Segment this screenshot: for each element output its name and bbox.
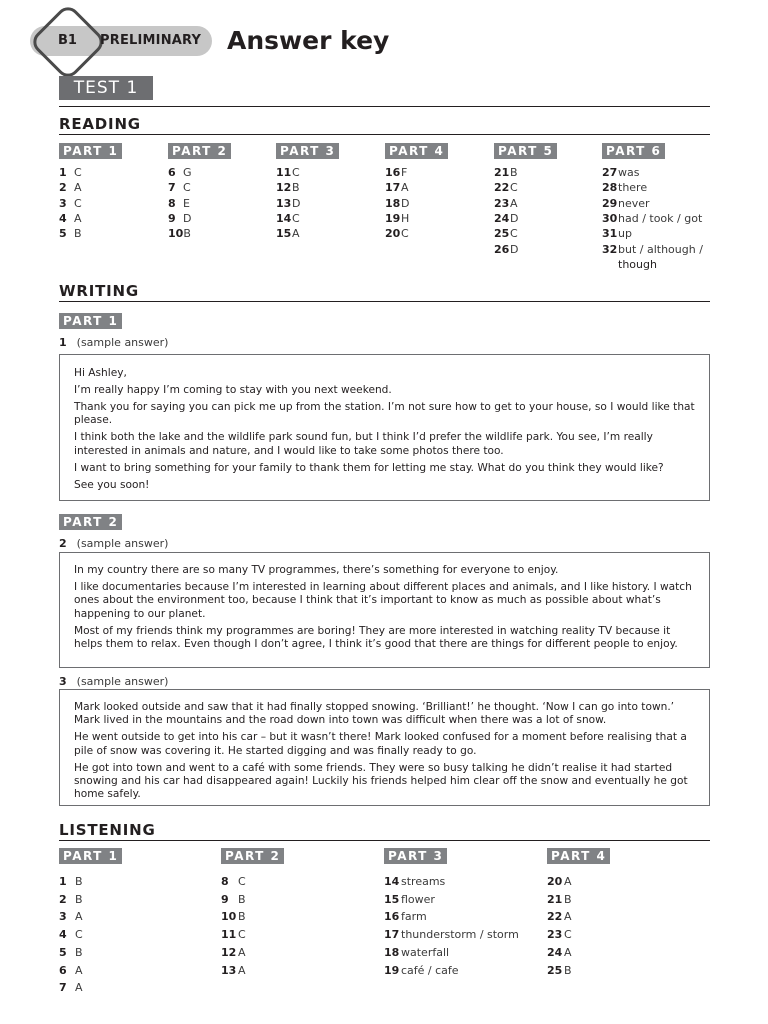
answer-value: C bbox=[238, 875, 246, 888]
answer-value: G bbox=[183, 166, 192, 179]
answer-number: 21 bbox=[494, 166, 510, 179]
reading-part-label: PART 5 bbox=[494, 143, 557, 159]
answer-number: 7 bbox=[59, 981, 67, 995]
answer-paragraph: Mark looked outside and saw that it had finally stopped snowing. ‘Brilliant!’ he thought. ‘Now I can go into town.’ Mark lived in the mountains and the road down into town was difficult when there was a lot of snow. bbox=[74, 701, 675, 727]
answer-paragraph: Most of my friends think my programmes are boring! They are more interested in watching reality TV because it helps them to relax. Even though I don’t agree, I think it’s good that there are things for different people to enjoy. bbox=[74, 624, 678, 650]
answer-number: 4 bbox=[59, 928, 67, 942]
answer-value: B bbox=[564, 963, 572, 977]
answer-number: 9 bbox=[168, 211, 176, 225]
answer-row bbox=[276, 211, 300, 226]
answer-row bbox=[494, 196, 518, 211]
answer-number: 18 bbox=[385, 196, 401, 210]
answer-row bbox=[547, 892, 572, 907]
answer-row bbox=[59, 963, 83, 978]
answer-value: A bbox=[564, 945, 572, 959]
question-number: 2 bbox=[59, 537, 67, 550]
answer-value: D bbox=[183, 211, 192, 225]
answer-number: 25 bbox=[494, 227, 510, 241]
answer-value: C bbox=[75, 928, 83, 942]
writing-q1-answer-box bbox=[59, 354, 710, 501]
listening-part-label: PART 2 bbox=[221, 848, 284, 864]
answer-number: 13 bbox=[276, 196, 292, 210]
sample-label: (sample answer) bbox=[76, 336, 169, 349]
sample-label: (sample answer) bbox=[76, 537, 169, 550]
page-title: Answer key bbox=[227, 26, 390, 55]
answer-value: up bbox=[618, 227, 632, 241]
answer-number: 2 bbox=[59, 181, 67, 195]
answer-value: never bbox=[618, 196, 650, 210]
answer-value: A bbox=[292, 227, 300, 241]
answer-row bbox=[59, 980, 83, 995]
reading-part-label: PART 2 bbox=[168, 143, 231, 159]
writing-q1-heading bbox=[59, 336, 168, 349]
divider bbox=[59, 301, 710, 302]
answer-row bbox=[59, 927, 83, 942]
writing-heading: WRITING bbox=[59, 282, 139, 300]
answer-number: 15 bbox=[384, 892, 400, 906]
reading-heading: READING bbox=[59, 115, 141, 133]
answer-value: C bbox=[74, 166, 82, 179]
answer-number: 10 bbox=[168, 227, 184, 241]
answer-value: C bbox=[510, 227, 518, 241]
answer-paragraph: Hi Ashley, bbox=[74, 367, 127, 379]
answer-row bbox=[547, 945, 572, 960]
answer-value: but / although / bbox=[618, 242, 703, 256]
answer-value: was bbox=[618, 166, 640, 179]
reading-part-label: PART 3 bbox=[276, 143, 339, 159]
reading-part-label: PART 6 bbox=[602, 143, 665, 159]
answer-value: C bbox=[292, 166, 300, 179]
answer-value: had / took / got bbox=[618, 211, 703, 225]
answer-number: 23 bbox=[547, 928, 563, 942]
answer-value: A bbox=[75, 963, 83, 977]
answer-value: C bbox=[564, 928, 572, 942]
answer-value: A bbox=[75, 910, 83, 924]
answer-number: 3 bbox=[59, 910, 67, 924]
answer-value: B bbox=[75, 892, 83, 906]
answer-number: 5 bbox=[59, 227, 67, 241]
answer-row bbox=[547, 874, 572, 889]
answer-number: 11 bbox=[276, 166, 292, 179]
answer-row bbox=[59, 165, 82, 180]
answer-number: 1 bbox=[59, 875, 67, 888]
answer-value: thunderstorm / storm bbox=[401, 928, 519, 942]
answer-value: F bbox=[401, 166, 408, 179]
answer-paragraph: He got into town and went to a café with some friends. They were so busy talking he didn’t realise it had started snowing and his car had disappeared again! Luckily his friends helped him clear off the snow and eventually he got home safely. bbox=[74, 761, 688, 801]
answer-value: B bbox=[292, 181, 300, 195]
answer-paragraph: I think both the lake and the wildlife park sound fun, but I think I’d prefer the wildlife park. You see, I’m really interested in animals and nature, and I would like to take some photos there too. bbox=[74, 431, 653, 457]
answer-row bbox=[384, 945, 449, 960]
answer-value: farm bbox=[401, 910, 427, 924]
answer-value: B bbox=[183, 227, 191, 241]
answer-number: 17 bbox=[385, 181, 401, 195]
writing-part2-label: PART 2 bbox=[59, 514, 122, 530]
answer-row bbox=[602, 226, 632, 241]
answer-number: 31 bbox=[602, 227, 618, 241]
answer-row bbox=[384, 927, 519, 942]
answer-paragraph: Thank you for saying you can pick me up from the station. I’m not sure how to get to your house, so I would like that please. bbox=[74, 400, 695, 427]
writing-q3-answer-box bbox=[59, 689, 710, 806]
answer-continuation: though bbox=[618, 257, 657, 271]
answer-paragraph: I like documentaries because I’m interested in learning about different places and animals, and I like history. I watch ones about the environment too, because I think that it’s important to know as much as possible about what’s happening to our planet. bbox=[74, 580, 692, 620]
exam-name: PRELIMINARY bbox=[100, 33, 202, 48]
answer-row bbox=[602, 211, 702, 226]
answer-value: A bbox=[74, 181, 82, 195]
answer-value: D bbox=[292, 196, 301, 210]
answer-row bbox=[221, 874, 246, 889]
answer-value: D bbox=[510, 242, 519, 256]
answer-number: 16 bbox=[384, 910, 400, 924]
answer-row bbox=[494, 180, 518, 195]
answer-number: 6 bbox=[168, 166, 176, 179]
answer-number: 15 bbox=[276, 227, 292, 241]
answer-number: 21 bbox=[547, 892, 563, 906]
answer-number: 19 bbox=[385, 211, 401, 225]
answer-value: A bbox=[238, 945, 246, 959]
listening-heading: LISTENING bbox=[59, 821, 156, 839]
answer-row bbox=[547, 963, 572, 978]
answer-paragraph: In my country there are so many TV programmes, there’s something for everyone to enjoy. bbox=[74, 564, 559, 576]
answer-value: B bbox=[75, 875, 83, 888]
answer-number: 23 bbox=[494, 196, 510, 210]
answer-value: there bbox=[618, 181, 648, 195]
divider bbox=[59, 134, 710, 135]
question-number: 1 bbox=[59, 336, 67, 349]
listening-part-label: PART 1 bbox=[59, 848, 122, 864]
answer-number: 13 bbox=[221, 963, 237, 977]
answer-number: 17 bbox=[384, 928, 400, 942]
test-label: TEST 1 bbox=[59, 76, 153, 100]
answer-number: 24 bbox=[547, 945, 563, 959]
answer-number: 18 bbox=[384, 945, 400, 959]
answer-row bbox=[547, 927, 572, 942]
answer-value: waterfall bbox=[401, 945, 450, 959]
answer-row bbox=[384, 874, 445, 889]
divider bbox=[59, 106, 710, 107]
answer-number: 14 bbox=[276, 211, 292, 225]
answer-number: 5 bbox=[59, 945, 67, 959]
answer-number: 7 bbox=[168, 181, 176, 195]
answer-paragraph: I’m really happy I’m coming to stay with you next weekend. bbox=[74, 383, 392, 396]
answer-value: D bbox=[510, 211, 519, 225]
answer-number: 6 bbox=[59, 963, 67, 977]
answer-row bbox=[276, 226, 300, 241]
answer-number: 12 bbox=[221, 945, 237, 959]
answer-row bbox=[602, 180, 647, 195]
answer-value: B bbox=[75, 945, 83, 959]
answer-paragraph: See you soon! bbox=[74, 478, 150, 491]
answer-row bbox=[276, 180, 300, 195]
answer-row bbox=[59, 874, 83, 889]
answer-value: café / cafe bbox=[401, 963, 459, 977]
answer-row bbox=[385, 196, 409, 211]
answer-row bbox=[494, 211, 518, 226]
answer-value: A bbox=[510, 196, 518, 210]
answer-row bbox=[602, 242, 703, 257]
answer-row bbox=[168, 180, 191, 195]
reading-part-label: PART 1 bbox=[59, 143, 122, 159]
answer-number: 28 bbox=[602, 181, 618, 195]
answer-row bbox=[59, 892, 83, 907]
answer-row bbox=[385, 211, 409, 226]
answer-number: 32 bbox=[602, 242, 618, 256]
answer-row bbox=[384, 963, 459, 978]
writing-part1-label: PART 1 bbox=[59, 313, 122, 329]
answer-row bbox=[494, 226, 518, 241]
answer-number: 4 bbox=[59, 211, 67, 225]
answer-row bbox=[602, 165, 639, 180]
answer-row bbox=[385, 165, 407, 180]
answer-number: 19 bbox=[384, 963, 400, 977]
answer-row bbox=[547, 909, 572, 924]
answer-number: 25 bbox=[547, 963, 563, 977]
answer-number: 12 bbox=[276, 181, 292, 195]
answer-row bbox=[59, 945, 83, 960]
answer-value: A bbox=[564, 910, 572, 924]
listening-part-label: PART 4 bbox=[547, 848, 610, 864]
answer-number: 29 bbox=[602, 196, 618, 210]
answer-value: flower bbox=[401, 892, 435, 906]
answer-value: B bbox=[238, 892, 246, 906]
answer-value: B bbox=[510, 166, 518, 179]
answer-row bbox=[221, 963, 246, 978]
answer-number: 10 bbox=[221, 910, 237, 924]
answer-number: 24 bbox=[494, 211, 510, 225]
level-label: B1 bbox=[58, 33, 77, 48]
answer-row bbox=[494, 242, 518, 257]
answer-paragraph: I want to bring something for your family to thank them for letting me stay. What do you think they would like? bbox=[74, 461, 664, 474]
answer-row bbox=[168, 165, 192, 180]
answer-value: streams bbox=[401, 875, 446, 888]
answer-number: 8 bbox=[221, 875, 229, 888]
answer-value: C bbox=[401, 227, 409, 241]
answer-row bbox=[168, 196, 190, 211]
answer-row bbox=[59, 211, 82, 226]
answer-row bbox=[221, 892, 246, 907]
answer-number: 14 bbox=[384, 875, 400, 888]
answer-row bbox=[59, 909, 83, 924]
answer-value: A bbox=[564, 875, 572, 888]
answer-row bbox=[59, 196, 82, 211]
answer-number: 20 bbox=[547, 875, 563, 888]
answer-number: 27 bbox=[602, 166, 618, 179]
answer-paragraph: He went outside to get into his car – but it wasn’t there! Mark looked confused for a moment before realising that a pile of snow was covering it. He started digging and was finally ready to go. bbox=[74, 731, 687, 757]
sample-label: (sample answer) bbox=[76, 675, 169, 688]
answer-number: 3 bbox=[59, 196, 67, 210]
answer-row bbox=[221, 927, 246, 942]
answer-row bbox=[276, 196, 300, 211]
answer-row bbox=[168, 211, 191, 226]
answer-value: E bbox=[183, 196, 190, 210]
answer-number: 22 bbox=[494, 181, 510, 195]
answer-value: A bbox=[75, 981, 83, 995]
answer-number: 11 bbox=[221, 928, 237, 942]
answer-value: A bbox=[74, 211, 82, 225]
answer-number: 26 bbox=[494, 242, 510, 256]
reading-part-label: PART 4 bbox=[385, 143, 448, 159]
answer-row bbox=[385, 226, 409, 241]
answer-value: C bbox=[510, 181, 518, 195]
answer-value: B bbox=[74, 227, 82, 241]
answer-number: 9 bbox=[221, 892, 229, 906]
answer-number: 20 bbox=[385, 227, 401, 241]
writing-q2-answer-box bbox=[59, 552, 710, 668]
answer-value: B bbox=[238, 910, 246, 924]
answer-row bbox=[385, 180, 409, 195]
answer-row bbox=[168, 226, 191, 241]
answer-value: C bbox=[238, 928, 246, 942]
writing-q3-heading bbox=[59, 675, 168, 688]
answer-row bbox=[276, 165, 300, 180]
answer-value: A bbox=[401, 181, 409, 195]
answer-number: 8 bbox=[168, 196, 176, 210]
answer-row bbox=[384, 892, 435, 907]
answer-value: B bbox=[564, 892, 572, 906]
answer-row bbox=[384, 909, 427, 924]
answer-value: C bbox=[292, 211, 300, 225]
answer-number: 22 bbox=[547, 910, 563, 924]
question-number: 3 bbox=[59, 675, 67, 688]
answer-row bbox=[221, 909, 246, 924]
answer-number: 1 bbox=[59, 166, 67, 179]
answer-number: 2 bbox=[59, 892, 67, 906]
answer-row bbox=[221, 945, 246, 960]
answer-row bbox=[494, 165, 518, 180]
divider bbox=[59, 840, 710, 841]
listening-part-label: PART 3 bbox=[384, 848, 447, 864]
answer-row bbox=[59, 226, 82, 241]
answer-number: 30 bbox=[602, 211, 618, 225]
answer-row bbox=[602, 196, 650, 211]
answer-row bbox=[59, 180, 82, 195]
answer-value: H bbox=[401, 211, 410, 225]
answer-value: C bbox=[183, 181, 191, 195]
answer-value: D bbox=[401, 196, 410, 210]
answer-number: 16 bbox=[385, 166, 401, 179]
answer-value: A bbox=[238, 963, 246, 977]
writing-q2-heading bbox=[59, 537, 168, 550]
answer-value: C bbox=[74, 196, 82, 210]
